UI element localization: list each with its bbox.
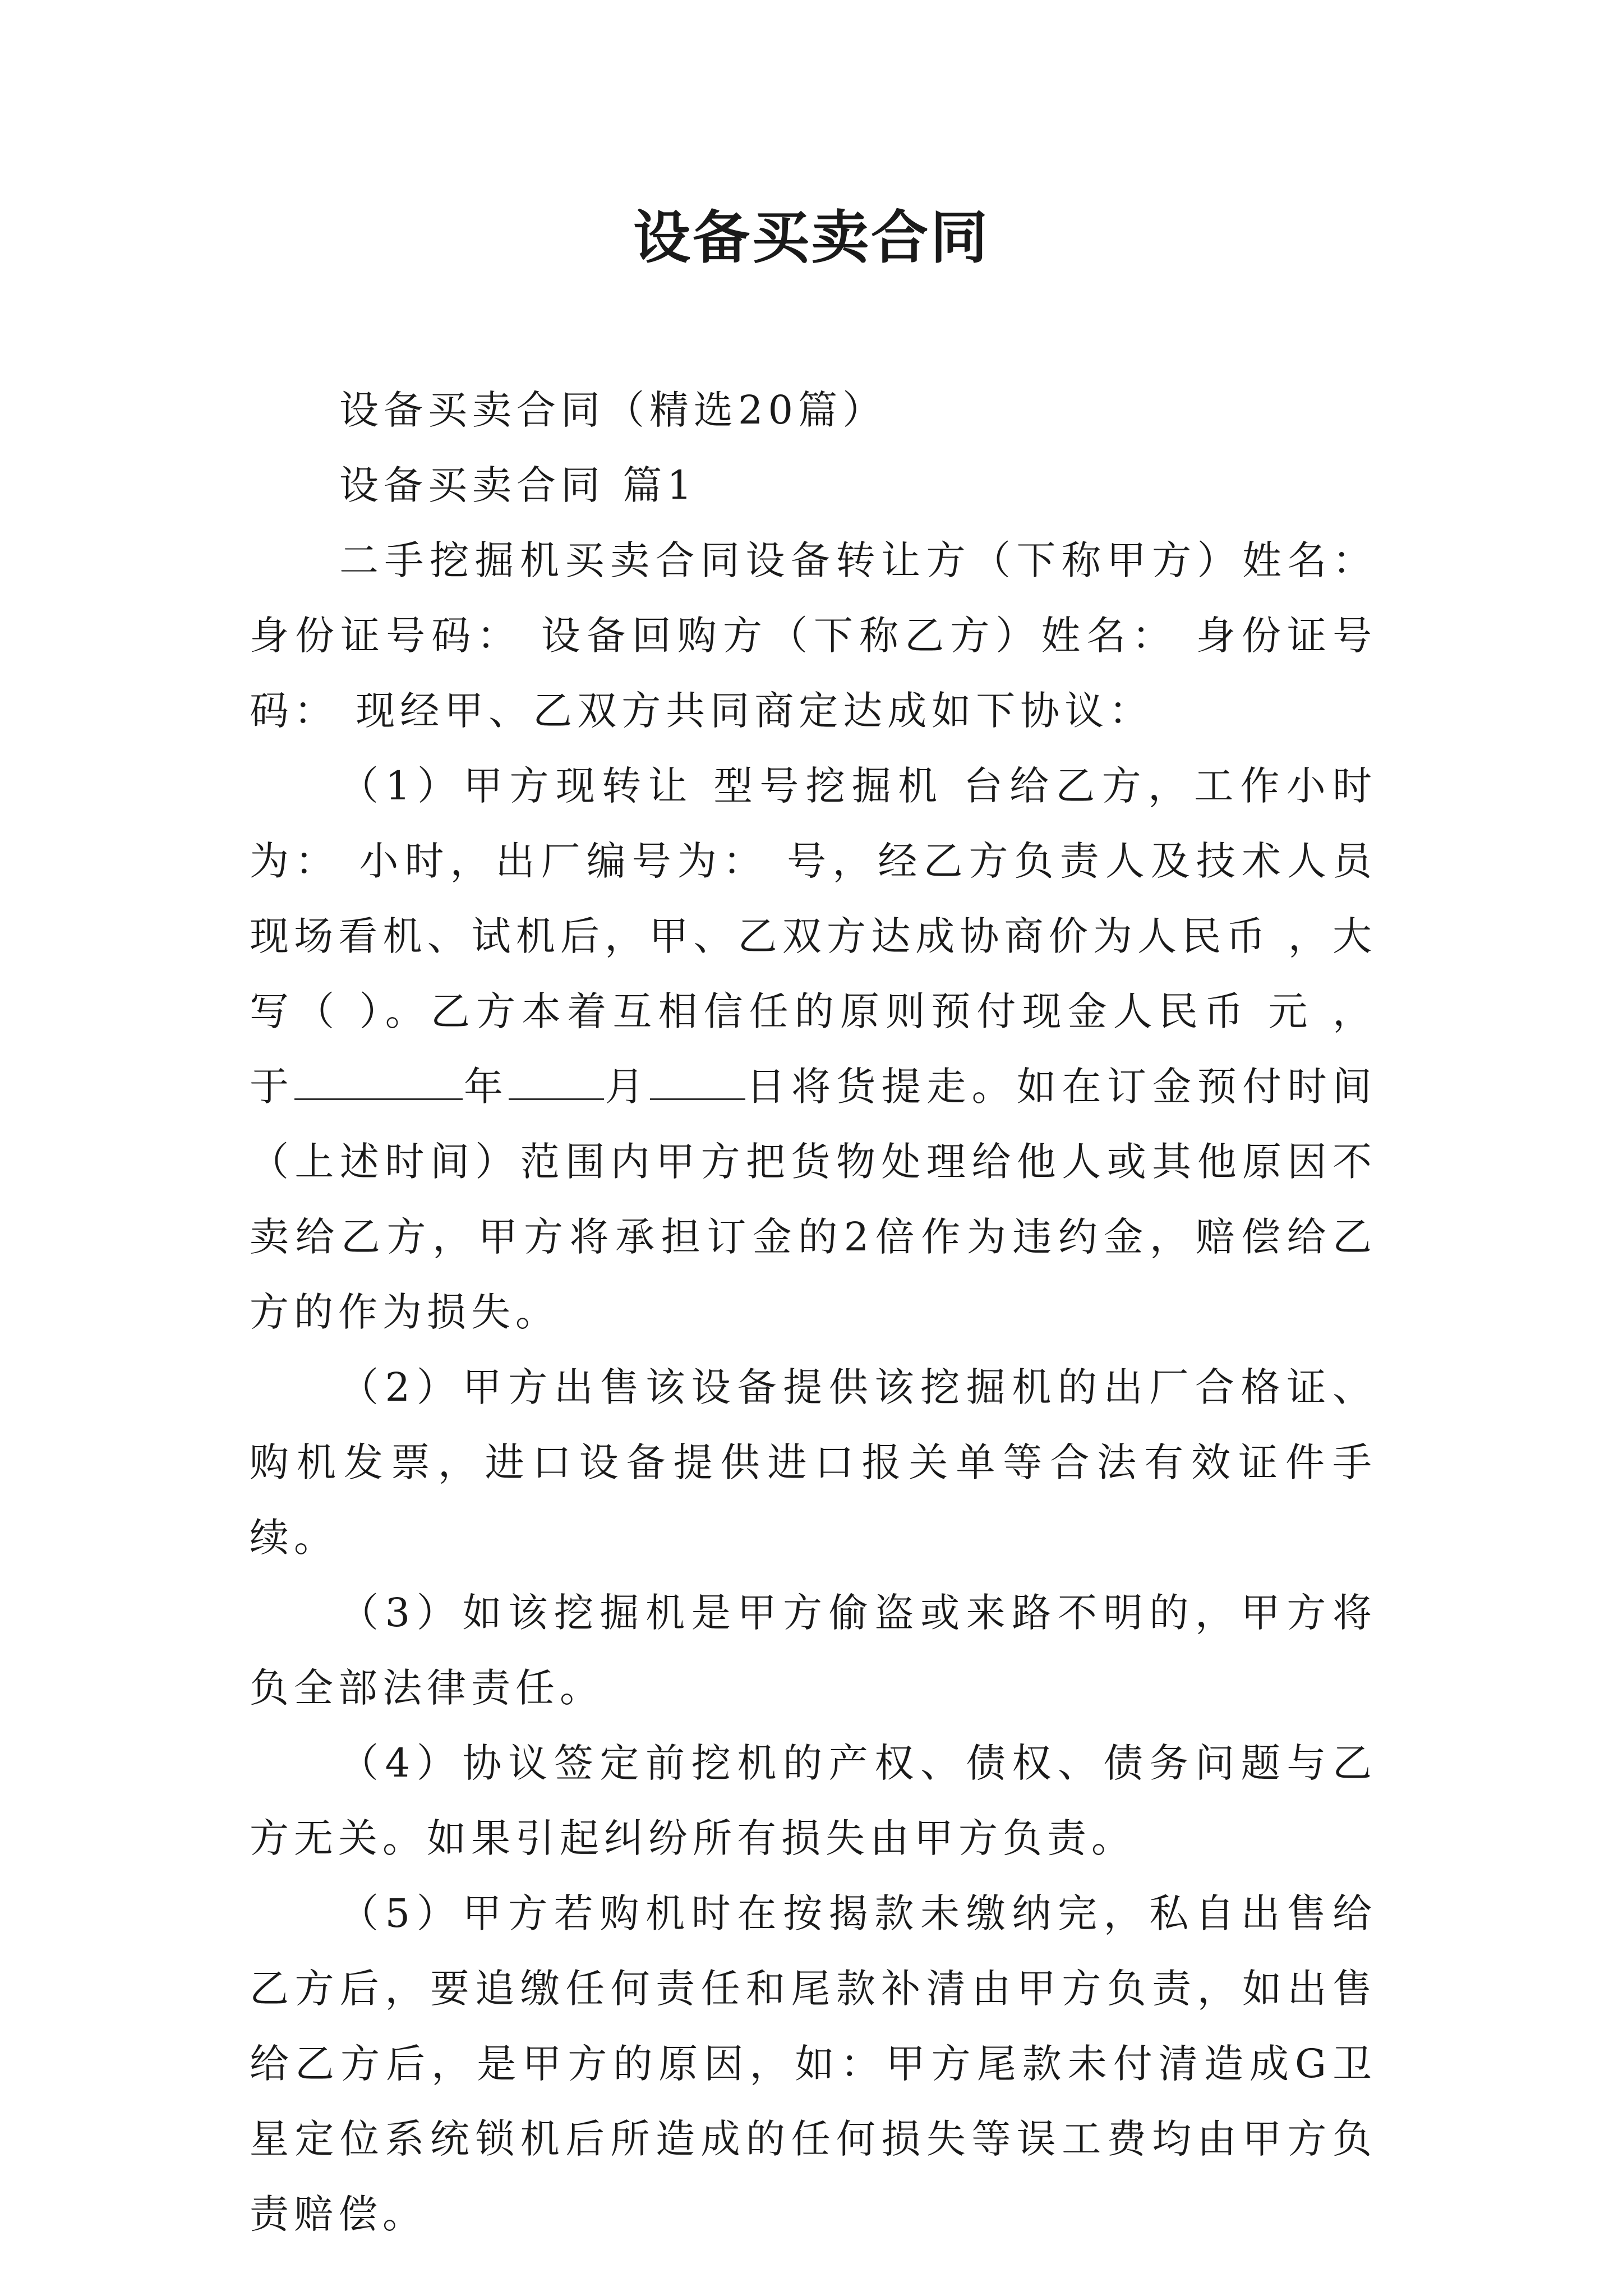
- clause-1-text-a: （1）甲方现转让 型号挖掘机 台给乙方，工作小时为： 小时，出厂编号为： 号，经乙方负责人及技术人员现场看机、试机后，甲、乙双方达成协商价为人民币 ，大写（ ）。乙方本着互相信任的原则预付现金人民币 元 ，于: [250, 763, 1377, 1110]
- paragraph-clause-4: （4）协议签定前挖机的产权、债权、债务问题与乙方无关。如果引起纠纷所有损失由甲方负责。: [250, 1740, 1377, 1861]
- paragraph-clause-3: （3）如该挖掘机是甲方偷盗或来路不明的，甲方将负全部法律责任。: [250, 1590, 1377, 1711]
- paragraph-clause-5: （5）甲方若购机时在按揭款未缴纳完，私自出售给乙方后，要追缴任何责任和尾款补清由甲方负责，如出售给乙方后，是甲方的原因，如：甲方尾款未付清造成G卫星定位系统锁机后所造成的任何损失等误工费均由甲方负责赔偿。: [250, 1890, 1377, 2237]
- section-heading: 设备买卖合同 篇1: [339, 462, 697, 508]
- clause-1-month-label: 月: [604, 1064, 651, 1110]
- paragraph-clause-2: （2）甲方出售该设备提供该挖掘机的出厂合格证、购机发票，进口设备提供进口报关单等合法有效证件手续。: [250, 1364, 1377, 1561]
- clause-1-text-b: 日将货提走。如在订金预付时间（上述时间）范围内甲方把货物处理给他人或其他原因不卖给乙方，甲方将承担订金的2倍作为违约金，赔偿给乙方的作为损失。: [250, 1064, 1377, 1335]
- blank-field-day: [650, 1061, 745, 1101]
- clause-1-year-label: 年: [463, 1064, 509, 1110]
- paragraph-intro: 二手挖掘机买卖合同设备转让方（下称甲方）姓名： 身份证号码： 设备回购方（下称乙方）姓名： 身份证号码： 现经甲、乙双方共同商定达成如下协议：: [250, 537, 1377, 734]
- document-title: 设备买卖合同: [633, 205, 990, 272]
- blank-field-date: [294, 1061, 463, 1101]
- document-subtitle: 设备买卖合同（精选20篇）: [339, 387, 887, 433]
- paragraph-clause-1: [250, 748, 1377, 1350]
- blank-field-month: [509, 1061, 604, 1101]
- document-body: [250, 372, 1377, 2252]
